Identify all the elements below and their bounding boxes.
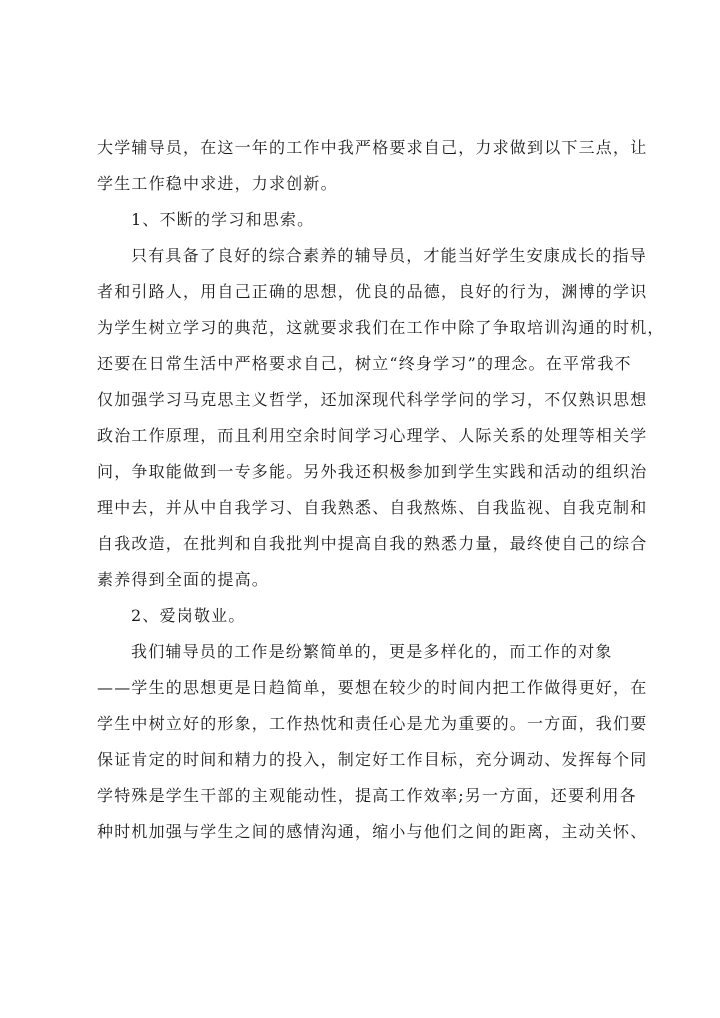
text-line: 仅加强学习马克思主义哲学，还加深现代科学学问的学习，不仅熟识思想 [97, 390, 648, 409]
text-line: 理中去，并从中自我学习、自我熟悉、自我熬炼、自我监视、自我克制和 [97, 498, 648, 517]
text-line: 为学生树立学习的典范，这就要求我们在工作中除了争取培训沟通的时机， [97, 318, 665, 337]
text-line: 还要在日常生活中严格要求自己，树立“终身学习”的理念。在平常我不 [97, 354, 632, 373]
text-line: 大学辅导员，在这一年的工作中我严格要求自己，力求做到以下三点，让 [97, 138, 648, 157]
text-line: ——学生的思想更是日趋简单，要想在较少的时间内把工作做得更好，在 [97, 678, 648, 697]
document-body [97, 130, 665, 850]
text-line: 种时机加强与学生之间的感情沟通，缩小与他们之间的距离，主动关怀、 [97, 822, 648, 841]
text-line: 素养得到全面的提高。 [97, 570, 270, 589]
text-line: 自我改造，在批判和自我批判中提高自我的熟悉力量，最终使自己的综合 [97, 534, 648, 553]
text-line: 学特殊是学生干部的主观能动性，提高工作效率;另一方面，还要利用各 [97, 786, 637, 805]
text-line: 政治工作原理，而且利用空余时间学习心理学、人际关系的处理等相关学 [97, 426, 648, 445]
section-heading-2: 2、爱岗敬业。 [131, 606, 246, 625]
text-line: 问，争取能做到一专多能。另外我还积极参加到学生实践和活动的组织治 [97, 462, 648, 481]
text-line: 我们辅导员的工作是纷繁简单的，更是多样化的，而工作的对象 [131, 642, 613, 661]
section-heading-1: 1、不断的学习和思索。 [131, 210, 315, 229]
text-line: 保证肯定的时间和精力的投入，制定好工作目标，充分调动、发挥每个同 [97, 750, 648, 769]
text-line: 学生工作稳中求进，力求创新。 [97, 174, 338, 193]
text-line: 学生中树立好的形象，工作热忱和责任心是尤为重要的。一方面，我们要 [97, 714, 648, 733]
text-line: 者和引路人，用自己正确的思想，优良的品德，良好的行为，渊博的学识 [97, 282, 648, 301]
text-line: 只有具备了良好的综合素养的辅导员，才能当好学生安康成长的指导 [131, 246, 648, 265]
